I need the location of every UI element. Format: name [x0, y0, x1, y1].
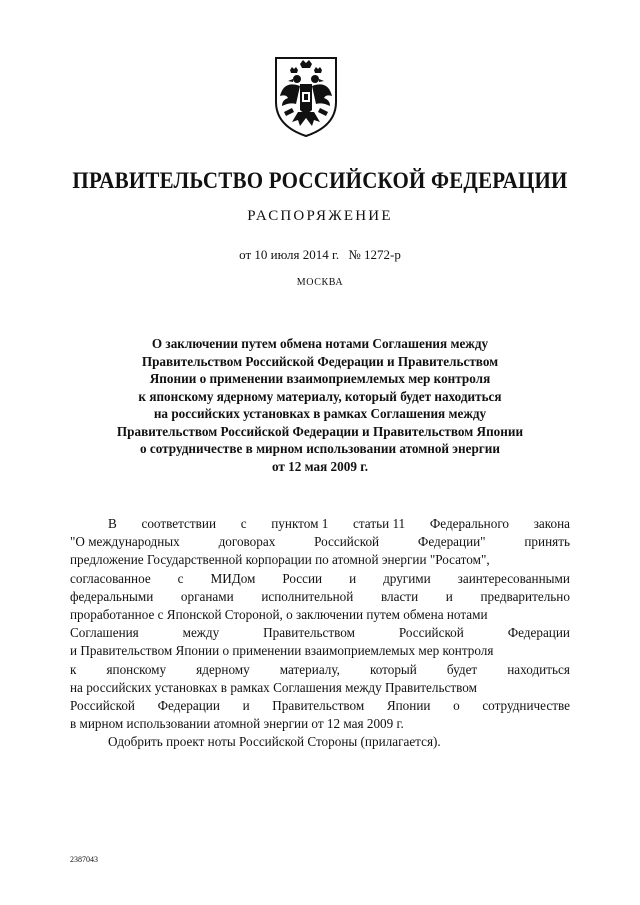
subject-line: на российских установках в рамках Соглашения между: [153, 406, 487, 421]
document-type: РАСПОРЯЖЕНИЕ: [247, 208, 393, 224]
city: МОСКВА: [296, 277, 344, 288]
body-line: проработанное с Японской Стороной, о заключении путем обмена нотами: [70, 606, 488, 622]
document-subject: [40, 335, 600, 475]
body-line: и Правительством Японии о применении взаимоприемлемых мер контроля: [70, 643, 494, 659]
body-line: согласованное с МИДом России и другими заинтересованными: [70, 570, 570, 586]
subject-line: Правительством Российской Федерации и Правительством Японии: [116, 423, 524, 439]
body-line: к японскому ядерному материалу, который будет находиться: [70, 661, 570, 677]
body-line: В соответствии с пунктом 1 статьи 11 Федерального закона: [108, 516, 570, 531]
subject-line: Японии о применении взаимоприемлемых мер контроля: [149, 371, 491, 386]
subject-line: к японскому ядерному материалу, который будет находиться: [138, 388, 502, 404]
body-line: Российской Федерации и Правительством Японии о сотрудничестве: [70, 697, 570, 713]
document-body: [70, 515, 570, 751]
body-line: в мирном использовании атомной энергии от 12 мая 2009 г.: [70, 716, 404, 732]
body-line: Одобрить проект ноты Российской Стороны (прилагается).: [108, 734, 441, 750]
document-date-number: [0, 247, 640, 263]
subject-line: о сотрудничестве в мирном использовании атомной энергии: [140, 441, 500, 456]
body-line: предложение Государственной корпорации по атомной энергии "Росатом",: [70, 552, 490, 568]
body-line: "О международных договорах Российской Федерации" принять: [70, 534, 570, 550]
document-number: № 1272-р: [348, 247, 401, 262]
subject-line: Правительством Российской Федерации и Правительством: [141, 353, 499, 369]
coat-of-arms-emblem: [270, 52, 342, 138]
document-date: от 10 июля 2014 г.: [239, 247, 340, 262]
footer-document-code: 2387043: [70, 855, 98, 864]
body-line: на российских установках в рамках Соглашения между Правительством: [70, 679, 477, 695]
subject-line: О заключении путем обмена нотами Соглашения между: [151, 336, 489, 351]
body-line: федеральными органами исполнительной власти и предварительно: [70, 588, 570, 604]
government-title: ПРАВИТЕЛЬСТВО РОССИЙСКОЙ ФЕДЕРАЦИИ: [72, 166, 568, 194]
subject-line: от 12 мая 2009 г.: [271, 458, 369, 474]
body-line: Соглашения между Правительством Российской Федерации: [70, 625, 570, 641]
